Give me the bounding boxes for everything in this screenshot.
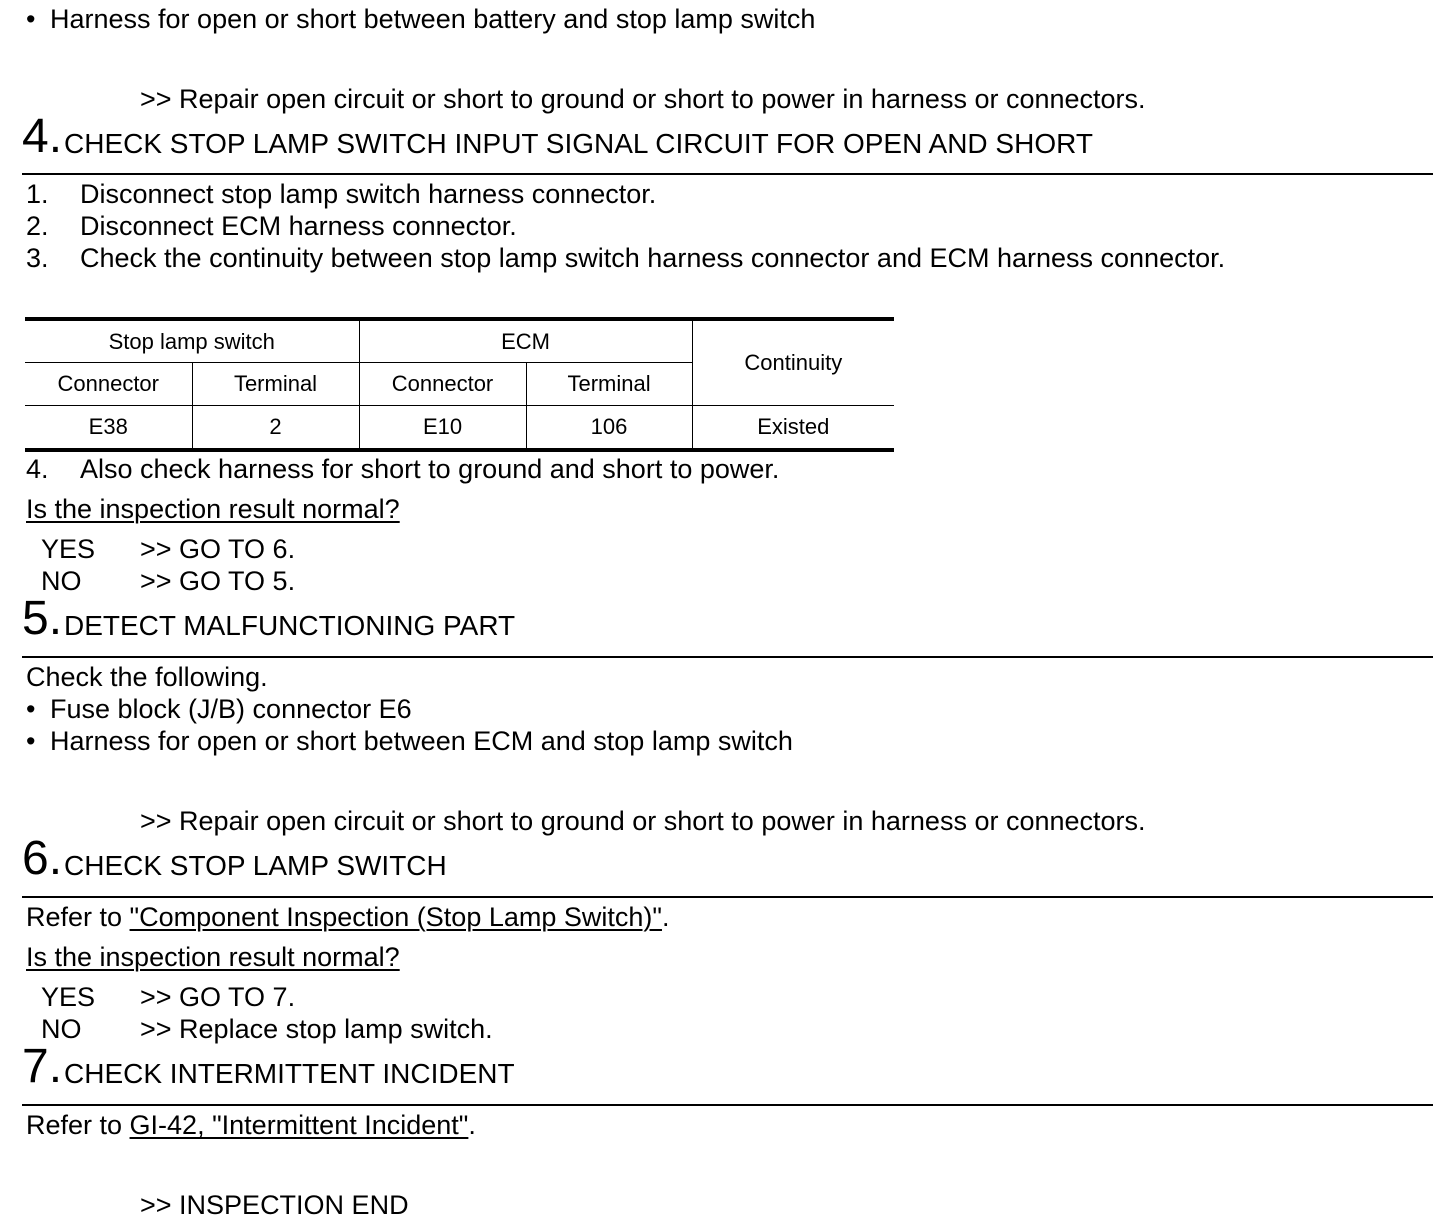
- table-header-stop-lamp-switch: Stop lamp switch: [25, 319, 359, 363]
- table-cell: E10: [359, 406, 526, 451]
- continuity-table: [25, 317, 894, 452]
- bullet-icon: •: [26, 726, 36, 756]
- repair-instruction: >> Repair open circuit or short to ground or short to power in harness or connectors.: [140, 84, 1146, 114]
- step-4-item-3-text: Check the continuity between stop lamp switch harness connector and ECM harness connector.: [80, 243, 1226, 273]
- step-6-title: CHECK STOP LAMP SWITCH: [64, 850, 447, 881]
- step-4-item-3-number: 3.: [26, 243, 49, 273]
- step-4-no-label: NO: [41, 566, 82, 596]
- intermittent-incident-link[interactable]: GI-42, "Intermittent Incident": [129, 1110, 469, 1140]
- table-cell: E38: [25, 406, 192, 451]
- step-4-question: Is the inspection result normal?: [26, 494, 400, 524]
- step-7-refer-suffix: .: [468, 1110, 476, 1140]
- step-4-item-1-number: 1.: [26, 179, 49, 209]
- component-inspection-link[interactable]: "Component Inspection (Stop Lamp Switch)": [129, 902, 662, 932]
- step-6-refer-prefix: Refer to: [26, 902, 130, 932]
- step-7-refer-prefix: Refer to: [26, 1110, 130, 1140]
- step-5-divider: [22, 656, 1433, 658]
- step-4-item-4-number: 4.: [26, 454, 49, 484]
- step-6-yes-action: >> GO TO 7.: [140, 982, 296, 1012]
- table-header-continuity: Continuity: [692, 319, 894, 406]
- step-4-yes-label: YES: [41, 534, 96, 564]
- step-6-refer: [26, 902, 670, 932]
- step-5-number: 5.: [22, 592, 63, 645]
- step-6-number: 6.: [22, 832, 63, 885]
- step-4-item-4-text: Also check harness for short to ground and short to power.: [80, 454, 780, 484]
- table-header-ecm: ECM: [359, 319, 692, 363]
- step-6-no-label: NO: [41, 1014, 82, 1044]
- bullet-icon: •: [26, 694, 36, 724]
- step-7-refer: [26, 1110, 476, 1140]
- table-row: [25, 406, 894, 451]
- bullet-icon: •: [26, 4, 36, 34]
- step-6-question: Is the inspection result normal?: [26, 942, 400, 972]
- step-7-number: 7.: [22, 1040, 63, 1093]
- step-4-item-1-text: Disconnect stop lamp switch harness connector.: [80, 179, 657, 209]
- step-5-bullet-1: Fuse block (J/B) connector E6: [50, 694, 412, 724]
- step-4-item-2-number: 2.: [26, 211, 49, 241]
- step-4-number: 4.: [22, 110, 63, 163]
- step-4-divider: [22, 173, 1433, 175]
- step-6-refer-suffix: .: [661, 902, 670, 932]
- step-4-title: CHECK STOP LAMP SWITCH INPUT SIGNAL CIRCUIT FOR OPEN AND SHORT: [64, 128, 1093, 159]
- step-7-divider: [22, 1104, 1433, 1106]
- table-cell: 106: [526, 406, 692, 451]
- step-4-yes-action: >> GO TO 6.: [140, 534, 296, 564]
- step-5-intro: Check the following.: [26, 662, 268, 692]
- table-cell: 2: [192, 406, 359, 451]
- step-4-item-2-text: Disconnect ECM harness connector.: [80, 211, 517, 241]
- table-subheader-terminal: Terminal: [526, 363, 692, 406]
- step-5-title: DETECT MALFUNCTIONING PART: [64, 610, 516, 641]
- table-subheader-connector: Connector: [25, 363, 192, 406]
- table-cell: Existed: [757, 414, 830, 439]
- step-6-divider: [22, 896, 1433, 898]
- step-7-title: CHECK INTERMITTENT INCIDENT: [64, 1058, 515, 1089]
- check-item-battery-harness: Harness for open or short between battery and stop lamp switch: [50, 4, 816, 34]
- table-subheader-connector: Connector: [359, 363, 526, 406]
- step-5-bullet-2: Harness for open or short between ECM and stop lamp switch: [50, 726, 793, 756]
- table-subheader-terminal: Terminal: [192, 363, 359, 406]
- step-6-no-action: >> Replace stop lamp switch.: [140, 1014, 493, 1044]
- inspection-end: >> INSPECTION END: [140, 1190, 409, 1220]
- step-5-repair-instruction: >> Repair open circuit or short to ground or short to power in harness or connectors.: [140, 806, 1146, 836]
- step-6-yes-label: YES: [41, 982, 96, 1012]
- step-4-no-action: >> GO TO 5.: [140, 566, 296, 596]
